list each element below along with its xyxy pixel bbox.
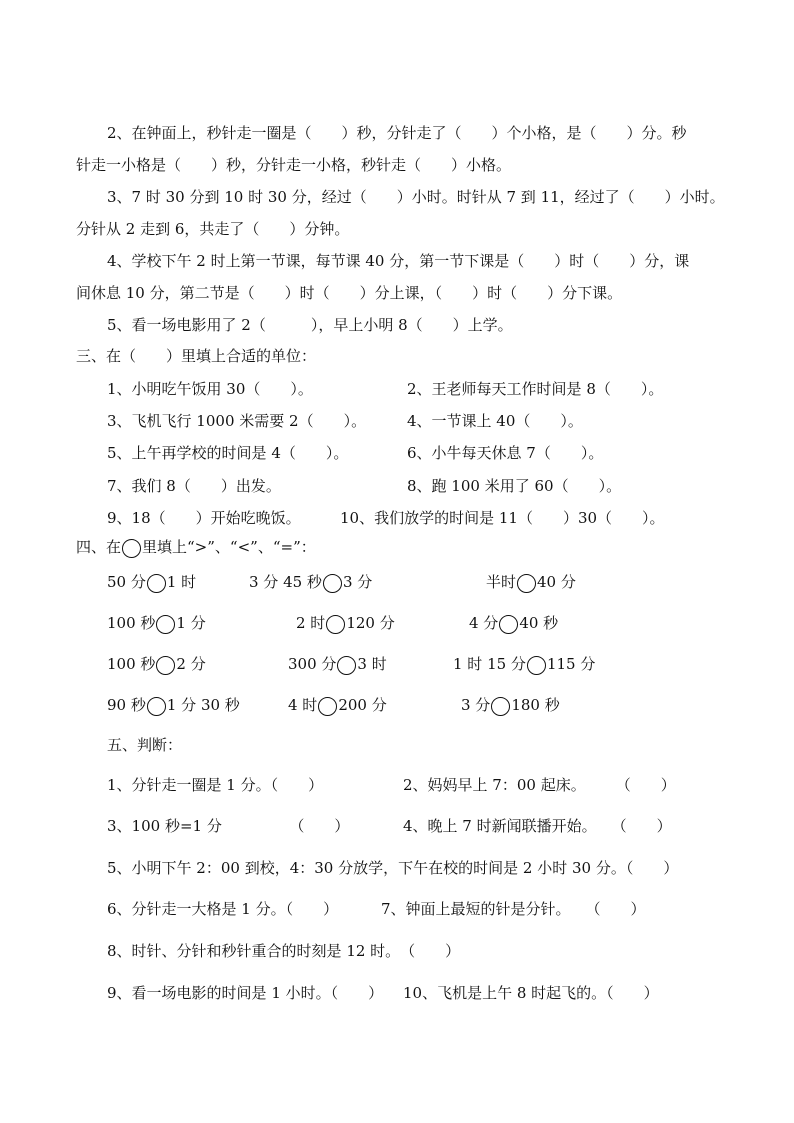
units-item-1: 1、小明吃午饭用 30（ ）。: [107, 380, 313, 398]
units-item-5: 5、上午再学校的时间是 4（ ）。: [107, 444, 349, 462]
judge-item-7: 7、钟面上最短的针是分针。 （ ）: [381, 900, 646, 918]
compare-item: 90 秒 1 分 30 秒: [107, 696, 240, 714]
blank-circle-icon[interactable]: [517, 574, 536, 593]
units-item-2: 2、王老师每天工作时间是 8（ ）。: [407, 380, 664, 398]
blank-circle-icon[interactable]: [326, 615, 345, 634]
blank-circle-icon[interactable]: [323, 574, 342, 593]
blank-circle-icon[interactable]: [318, 697, 337, 716]
blank-circle-icon[interactable]: [156, 615, 175, 634]
q2-line2: 针走一小格是（ ）秒，分针走一小格，秒针走（ ）小格。: [76, 156, 512, 174]
judge-item-1: 1、分针走一圈是 1 分。（ ）: [107, 776, 324, 794]
units-heading: 三、在（ ）里填上合适的单位：: [76, 347, 317, 365]
judge-item-5: 5、小明下午 2：00 到校，4：30 分放学，下午在校的时间是 2 小时 30 分。（ ）: [107, 859, 679, 877]
compare-row-3: [107, 654, 727, 676]
blank-circle-icon[interactable]: [156, 656, 175, 675]
blank-circle-icon[interactable]: [527, 656, 546, 675]
judge-item-3: 3、100 秒=1 分 （ ）: [107, 817, 350, 835]
compare-row-2: [107, 613, 727, 635]
compare-row-4: [107, 695, 727, 717]
compare-item: 100 秒 1 分: [107, 614, 206, 632]
q5-line: 5、看一场电影用了 2（ ），早上小明 8（ ）上学。: [107, 316, 513, 334]
q2-line1: 2、在钟面上，秒针走一圈是（ ）秒，分针走了（ ）个小格，是（ ）分。秒: [107, 124, 687, 142]
judge-item-2: 2、妈妈早上 7：00 起床。 （ ）: [403, 776, 676, 794]
compare-item: 300 分 3 时: [288, 655, 387, 673]
units-item-9: 9、18（ ）开始吃晚饭。: [107, 509, 301, 527]
compare-item: 100 秒 2 分: [107, 655, 206, 673]
compare-item: 2 时 120 分: [296, 614, 395, 632]
judge-item-8: 8、时针、分针和秒针重合的时刻是 12 时。 （ ）: [107, 942, 461, 960]
q4-line2: 间休息 10 分，第二节是（ ）时（ ）分上课，（ ）时（ ）分下课。: [76, 284, 623, 302]
blank-circle-icon[interactable]: [147, 574, 166, 593]
q3-line2: 分针从 2 走到 6，共走了（ ）分钟。: [76, 220, 350, 238]
judge-item-10: 10、飞机是上午 8 时起飞的。（ ）: [403, 984, 659, 1002]
units-item-6: 6、小牛每天休息 7（ ）。: [407, 444, 604, 462]
compare-item: 1 时 15 分 115 分: [453, 655, 596, 673]
q3-line1: 3、7 时 30 分到 10 时 30 分，经过（ ）小时。时针从 7 到 11，经过了（ ）小时。: [107, 188, 725, 206]
compare-heading: 四、在 里填上“>”、“<”、“=”：: [76, 538, 316, 556]
units-item-3: 3、飞机飞行 1000 米需要 2（ ）。: [107, 412, 367, 430]
q4-line1: 4、学校下午 2 时上第一节课，每节课 40 分，第一节下课是（ ）时（ ）分，课: [107, 252, 690, 270]
blank-circle-icon[interactable]: [491, 697, 510, 716]
compare-item: 4 时 200 分: [288, 696, 387, 714]
compare-item: 50 分 1 时: [107, 573, 197, 591]
units-item-7: 7、我们 8（ ）出发。: [107, 477, 281, 495]
blank-circle-icon[interactable]: [147, 697, 166, 716]
blank-circle-icon[interactable]: [499, 615, 518, 634]
blank-circle-icon[interactable]: [337, 656, 356, 675]
units-item-8: 8、跑 100 米用了 60（ ）。: [407, 477, 622, 495]
judge-item-9: 9、看一场电影的时间是 1 小时。（ ）: [107, 984, 384, 1002]
compare-item: 3 分 45 秒 3 分: [249, 573, 373, 591]
compare-item: 半时 40 分: [486, 573, 576, 591]
judge-heading: 五、判断：: [107, 736, 183, 754]
units-item-10: 10、我们放学的时间是 11（ ）30（ ）。: [340, 509, 665, 527]
units-item-4: 4、一节课上 40（ ）。: [407, 412, 583, 430]
compare-row-1: [107, 572, 727, 594]
compare-item: 3 分 180 秒: [461, 696, 560, 714]
compare-item: 4 分 40 秒: [469, 614, 559, 632]
judge-item-6: 6、分针走一大格是 1 分。（ ）: [107, 900, 339, 918]
judge-item-4: 4、晚上 7 时新闻联播开始。 （ ）: [403, 817, 672, 835]
blank-circle-icon: [122, 539, 141, 558]
